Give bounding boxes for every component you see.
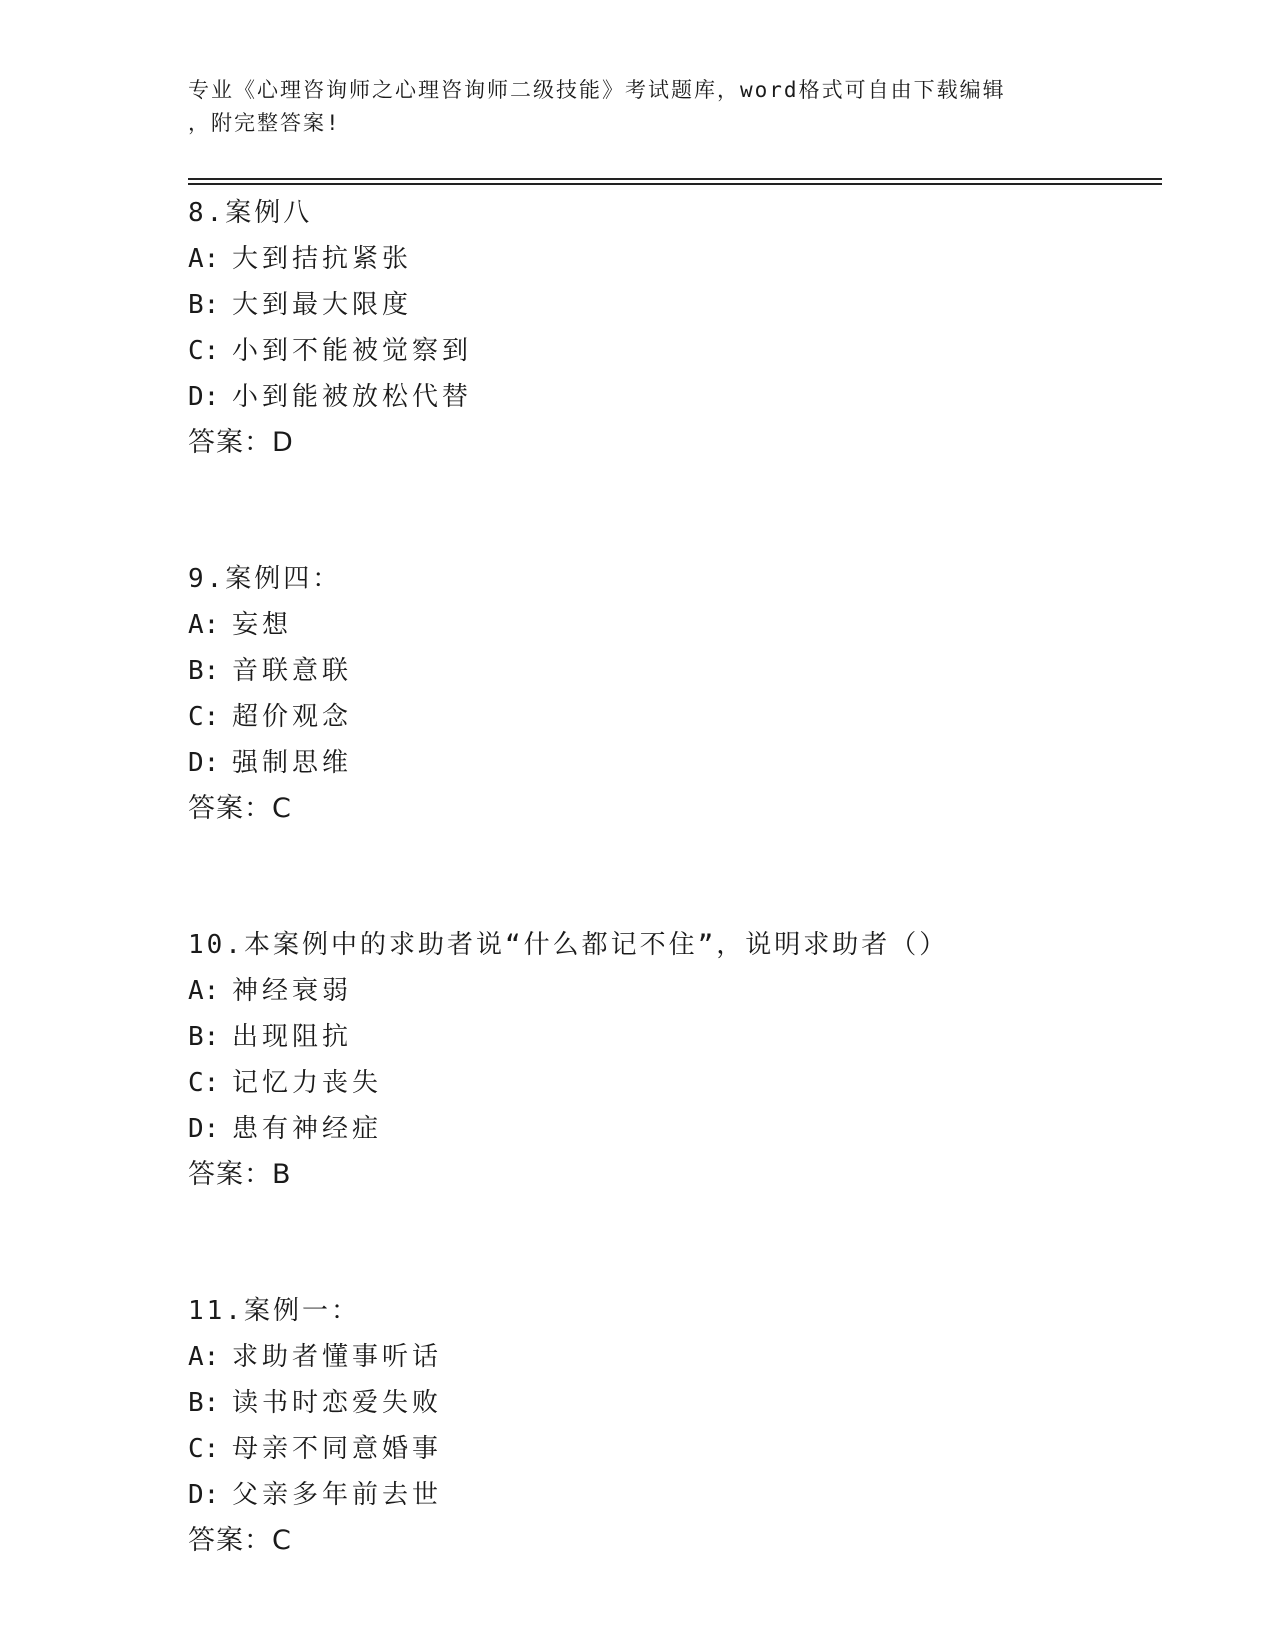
question-spacer: [188, 1198, 1138, 1288]
document-header: [188, 74, 1088, 140]
option-key: D:: [188, 1114, 220, 1144]
header-divider-top: [188, 178, 1162, 180]
option-key: B:: [188, 1388, 220, 1418]
option-text: 大到拮抗紧张: [232, 244, 413, 274]
option-d: [188, 374, 1138, 420]
option-text: 神经衰弱: [232, 976, 353, 1006]
option-text: 强制思维: [232, 748, 353, 778]
option-a: [188, 968, 1138, 1014]
option-key: C:: [188, 336, 220, 366]
option-key: D:: [188, 382, 220, 412]
option-a: [188, 602, 1138, 648]
header-line-1: 专业《心理咨询师之心理咨询师二级技能》考试题库，word格式可自由下载编辑: [188, 78, 1006, 102]
option-text: 音联意联: [232, 656, 353, 686]
answer-line: 答案：C: [188, 793, 292, 824]
header-line-2: ，附完整答案!: [188, 111, 341, 135]
option-b: [188, 282, 1138, 328]
header-divider-bottom: [188, 183, 1162, 185]
question-8: [188, 190, 1138, 466]
question-title: 11.案例一：: [188, 1296, 360, 1326]
question-title: 10.本案例中的求助者说“什么都记不住”，说明求助者（）: [188, 930, 949, 960]
answer-line: 答案：C: [188, 1525, 292, 1556]
question-spacer: [188, 466, 1138, 556]
question-title: 8.案例八: [188, 198, 313, 228]
option-d: [188, 1472, 1138, 1518]
option-key: A:: [188, 976, 220, 1006]
option-text: 出现阻抗: [232, 1022, 353, 1052]
option-b: [188, 1014, 1138, 1060]
option-key: D:: [188, 1480, 220, 1510]
option-text: 记忆力丧失: [232, 1068, 383, 1098]
option-c: [188, 1060, 1138, 1106]
option-c: [188, 328, 1138, 374]
option-key: B:: [188, 290, 220, 320]
option-key: B:: [188, 656, 220, 686]
option-c: [188, 1426, 1138, 1472]
option-key: A:: [188, 1342, 220, 1372]
option-text: 妄想: [232, 610, 293, 640]
option-key: C:: [188, 1068, 220, 1098]
option-a: [188, 1334, 1138, 1380]
answer-line: 答案：B: [188, 1159, 292, 1190]
option-c: [188, 694, 1138, 740]
option-a: [188, 236, 1138, 282]
option-d: [188, 1106, 1138, 1152]
option-text: 母亲不同意婚事: [232, 1434, 443, 1464]
question-11: [188, 1288, 1138, 1564]
option-text: 求助者懂事听话: [232, 1342, 443, 1372]
option-key: C:: [188, 1434, 220, 1464]
option-key: A:: [188, 610, 220, 640]
option-b: [188, 1380, 1138, 1426]
option-text: 读书时恋爱失败: [232, 1388, 443, 1418]
option-d: [188, 740, 1138, 786]
option-text: 超价观念: [232, 702, 353, 732]
option-b: [188, 648, 1138, 694]
option-key: C:: [188, 702, 220, 732]
question-9: [188, 556, 1138, 832]
option-text: 小到不能被觉察到: [232, 336, 473, 366]
answer-line: 答案：D: [188, 427, 294, 458]
question-spacer: [188, 832, 1138, 922]
option-text: 患有神经症: [232, 1114, 383, 1144]
question-10: [188, 922, 1138, 1198]
option-key: D:: [188, 748, 220, 778]
option-key: B:: [188, 1022, 220, 1052]
option-key: A:: [188, 244, 220, 274]
option-text: 大到最大限度: [232, 290, 413, 320]
question-title: 9.案例四：: [188, 564, 342, 594]
option-text: 小到能被放松代替: [232, 382, 473, 412]
option-text: 父亲多年前去世: [232, 1480, 443, 1510]
question-list: [188, 190, 1138, 1564]
